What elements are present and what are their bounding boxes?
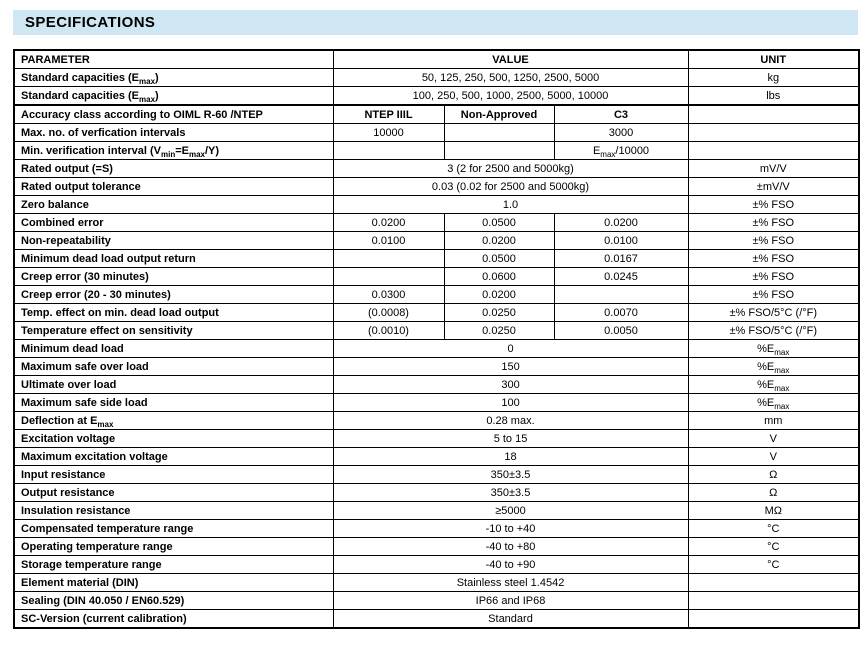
value-cell: C3 — [554, 105, 688, 124]
col-header-unit: UNIT — [688, 50, 859, 69]
unit-cell: ±% FSO — [688, 196, 859, 214]
value-cell: 100, 250, 500, 1000, 2500, 5000, 10000 — [333, 87, 688, 106]
parameter-cell: Minimum dead load — [14, 340, 333, 358]
value-cell: 0.0100 — [333, 232, 444, 250]
table-row — [14, 412, 859, 430]
unit-cell: $\%E_{max}$ — [688, 376, 859, 394]
parameter-cell: Creep error (20 - 30 minutes) — [14, 286, 333, 304]
unit-cell — [688, 124, 859, 142]
value-cell: (0.0010) — [333, 322, 444, 340]
parameter-cell: Maximum excitation voltage — [14, 448, 333, 466]
table-row — [14, 538, 859, 556]
col-header-parameter: PARAMETER — [14, 50, 333, 69]
unit-cell: V — [688, 448, 859, 466]
parameter-cell: Excitation voltage — [14, 430, 333, 448]
parameter-cell: Input resistance — [14, 466, 333, 484]
unit-cell: °C — [688, 556, 859, 574]
table-row — [14, 430, 859, 448]
table-row — [14, 124, 859, 142]
parameter-cell: Temperature effect on sensitivity — [14, 322, 333, 340]
table-row — [14, 196, 859, 214]
table-row — [14, 178, 859, 196]
value-cell: 300 — [333, 376, 688, 394]
parameter-cell: Zero balance — [14, 196, 333, 214]
unit-cell: Ω — [688, 466, 859, 484]
unit-cell — [688, 574, 859, 592]
table-row — [14, 87, 859, 106]
unit-cell: mV/V — [688, 160, 859, 178]
table-row — [14, 574, 859, 592]
value-cell: 18 — [333, 448, 688, 466]
table-row — [14, 610, 859, 629]
table-row — [14, 286, 859, 304]
table-row — [14, 394, 859, 412]
value-cell: 0.03 (0.02 for 2500 and 5000kg) — [333, 178, 688, 196]
value-cell: 0.28 max. — [333, 412, 688, 430]
value-cell: -40 to +90 — [333, 556, 688, 574]
parameter-cell: Standard capacities $(E_{max})$ — [14, 69, 333, 87]
parameter-cell: Output resistance — [14, 484, 333, 502]
parameter-cell: Non-repeatability — [14, 232, 333, 250]
value-cell — [444, 124, 554, 142]
table-row — [14, 214, 859, 232]
value-cell: 0.0600 — [444, 268, 554, 286]
parameter-cell: Ultimate over load — [14, 376, 333, 394]
value-cell: 0.0250 — [444, 304, 554, 322]
unit-cell: ±% FSO — [688, 286, 859, 304]
value-cell: Stainless steel 1.4542 — [333, 574, 688, 592]
value-cell: 0.0200 — [444, 286, 554, 304]
value-cell: -10 to +40 — [333, 520, 688, 538]
parameter-cell: Creep error (30 minutes) — [14, 268, 333, 286]
section-title: SPECIFICATIONS — [13, 10, 858, 35]
unit-cell: ±% FSO/5°C (/°F) — [688, 322, 859, 340]
value-cell — [333, 250, 444, 268]
unit-cell: $\%E_{max}$ — [688, 358, 859, 376]
value-cell: -40 to +80 — [333, 538, 688, 556]
value-cell: 100 — [333, 394, 688, 412]
parameter-cell: Standard capacities $(E_{max})$ — [14, 87, 333, 106]
parameter-cell: Storage temperature range — [14, 556, 333, 574]
table-row — [14, 466, 859, 484]
unit-cell: Ω — [688, 484, 859, 502]
value-cell: 0.0245 — [554, 268, 688, 286]
parameter-cell: Combined error — [14, 214, 333, 232]
unit-cell: $\%E_{max}$ — [688, 394, 859, 412]
unit-cell: ±% FSO — [688, 268, 859, 286]
unit-cell: V — [688, 430, 859, 448]
value-cell: $E_{max}/10000$ — [554, 142, 688, 160]
unit-cell: ±% FSO — [688, 250, 859, 268]
value-cell: ≥5000 — [333, 502, 688, 520]
unit-cell: °C — [688, 538, 859, 556]
unit-cell: $\%E_{max}$ — [688, 340, 859, 358]
value-cell: 150 — [333, 358, 688, 376]
unit-cell — [688, 610, 859, 629]
value-cell: 0.0050 — [554, 322, 688, 340]
value-cell: 350±3.5 — [333, 466, 688, 484]
table-row — [14, 232, 859, 250]
col-header-value: VALUE — [333, 50, 688, 69]
value-cell: NTEP IIIL — [333, 105, 444, 124]
table-row — [14, 358, 859, 376]
unit-cell — [688, 592, 859, 610]
value-cell: 50, 125, 250, 500, 1250, 2500, 5000 — [333, 69, 688, 87]
parameter-cell: Temp. effect on min. dead load output — [14, 304, 333, 322]
table-row — [14, 556, 859, 574]
unit-cell: ±% FSO — [688, 214, 859, 232]
value-cell — [333, 142, 444, 160]
table-row — [14, 322, 859, 340]
value-cell — [333, 268, 444, 286]
value-cell: 0.0200 — [333, 214, 444, 232]
parameter-cell: Compensated temperature range — [14, 520, 333, 538]
table-row — [14, 105, 859, 124]
unit-cell: ±mV/V — [688, 178, 859, 196]
unit-cell: kg — [688, 69, 859, 87]
parameter-cell: Maximum safe over load — [14, 358, 333, 376]
parameter-cell: SC-Version (current calibration) — [14, 610, 333, 629]
value-cell: IP66 and IP68 — [333, 592, 688, 610]
table-row — [14, 142, 859, 160]
table-row — [14, 502, 859, 520]
table-row — [14, 484, 859, 502]
value-cell: 0 — [333, 340, 688, 358]
value-cell: 1.0 — [333, 196, 688, 214]
value-cell: 0.0500 — [444, 250, 554, 268]
parameter-cell: Rated output (=S) — [14, 160, 333, 178]
value-cell: 0.0500 — [444, 214, 554, 232]
table-row — [14, 304, 859, 322]
parameter-cell: Accuracy class according to OIML R-60 /NTEP — [14, 105, 333, 124]
specifications-table — [13, 49, 860, 629]
table-row — [14, 520, 859, 538]
value-cell: 0.0200 — [444, 232, 554, 250]
value-cell: 3000 — [554, 124, 688, 142]
value-cell — [444, 142, 554, 160]
unit-cell — [688, 105, 859, 124]
parameter-cell: Element material (DIN) — [14, 574, 333, 592]
unit-cell: °C — [688, 520, 859, 538]
unit-cell: ±% FSO — [688, 232, 859, 250]
value-cell: 3 (2 for 2500 and 5000kg) — [333, 160, 688, 178]
table-row — [14, 268, 859, 286]
value-cell: (0.0008) — [333, 304, 444, 322]
value-cell: 0.0250 — [444, 322, 554, 340]
value-cell: 0.0070 — [554, 304, 688, 322]
value-cell: Non-Approved — [444, 105, 554, 124]
value-cell — [554, 286, 688, 304]
table-row — [14, 448, 859, 466]
table-row — [14, 592, 859, 610]
parameter-cell: Maximum safe side load — [14, 394, 333, 412]
value-cell: 0.0300 — [333, 286, 444, 304]
table-row — [14, 160, 859, 178]
table-row — [14, 340, 859, 358]
unit-cell: mm — [688, 412, 859, 430]
table-row — [14, 376, 859, 394]
value-cell: Standard — [333, 610, 688, 629]
value-cell: 10000 — [333, 124, 444, 142]
parameter-cell: Operating temperature range — [14, 538, 333, 556]
parameter-cell: Minimum dead load output return — [14, 250, 333, 268]
parameter-cell: Sealing (DIN 40.050 / EN60.529) — [14, 592, 333, 610]
spec-table-body — [14, 69, 859, 629]
value-cell: 0.0200 — [554, 214, 688, 232]
table-row — [14, 250, 859, 268]
unit-cell: lbs — [688, 87, 859, 106]
parameter-cell: Deflection at $E_{max}$ — [14, 412, 333, 430]
unit-cell — [688, 142, 859, 160]
value-cell: 350±3.5 — [333, 484, 688, 502]
parameter-cell: Max. no. of verfication intervals — [14, 124, 333, 142]
unit-cell: ±% FSO/5°C (/°F) — [688, 304, 859, 322]
value-cell: 0.0167 — [554, 250, 688, 268]
table-row — [14, 69, 859, 87]
value-cell: 5 to 15 — [333, 430, 688, 448]
parameter-cell: Min. verification interval $(V_{min}=E_{max}/Y)$ — [14, 142, 333, 160]
value-cell: 0.0100 — [554, 232, 688, 250]
parameter-cell: Rated output tolerance — [14, 178, 333, 196]
unit-cell: MΩ — [688, 502, 859, 520]
table-header-row — [14, 50, 859, 69]
parameter-cell: Insulation resistance — [14, 502, 333, 520]
